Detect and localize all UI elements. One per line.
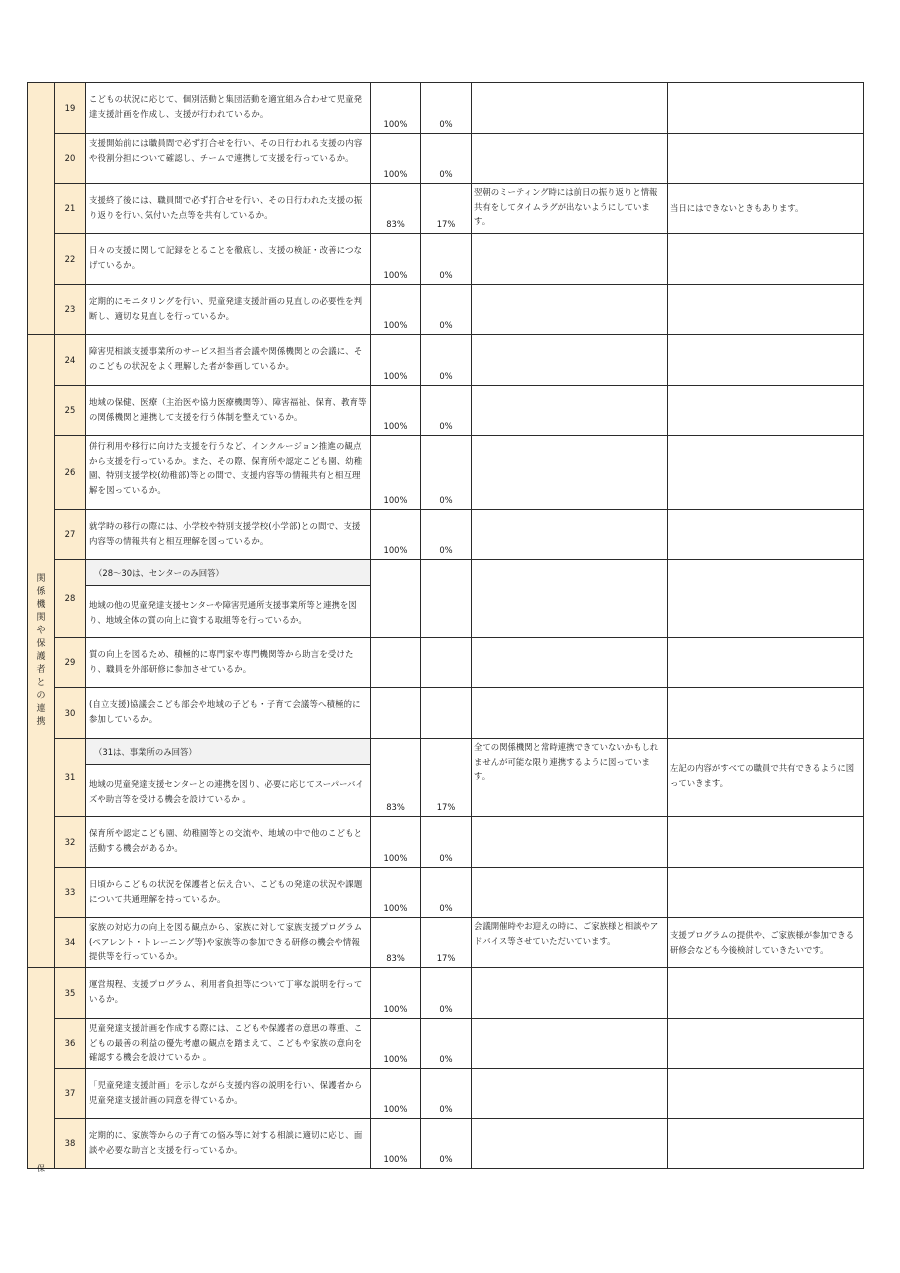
no-percent: 17% (421, 918, 472, 968)
no-percent: 0% (421, 968, 472, 1019)
no-percent: 0% (421, 1119, 472, 1169)
plan-comment (668, 134, 864, 184)
no-percent: 0% (421, 436, 472, 510)
item-number: 32 (55, 817, 86, 868)
item-number: 27 (55, 510, 86, 560)
self-evaluation-table (27, 82, 864, 1169)
question-text: 定期的に、家族等からの子育ての悩み等に対する相談に適切に応じ、面談や必要な助言と支援を行っているか。 (86, 1119, 371, 1169)
improvement-comment (472, 1019, 668, 1069)
plan-comment (668, 968, 864, 1019)
item-number: 20 (55, 134, 86, 184)
no-percent (421, 688, 472, 739)
no-percent: 0% (421, 817, 472, 868)
plan-comment (668, 817, 864, 868)
yes-percent: 100% (371, 83, 421, 134)
plan-comment (668, 436, 864, 510)
category-cell-hogosha (28, 968, 55, 1169)
question-text: こどもの状況に応じて、個別活動と集団活動を適宜組み合わせて児童発達支援計画を作成し、支援が行われているか。 (86, 83, 371, 134)
plan-comment: 当日にはできないときもあります。 (668, 184, 864, 234)
question-text: 「児童発達支援計画」を示しながら支援内容の説明を行い、保護者から児童発達支援計画の同意を得ているか。 (86, 1069, 371, 1119)
improvement-comment (472, 234, 668, 285)
question-cell (86, 560, 371, 638)
table-row (28, 285, 864, 335)
no-percent: 0% (421, 234, 472, 285)
improvement-comment (472, 386, 668, 436)
table-row (28, 510, 864, 560)
category-label: 関係機関や保護者との連携 (36, 574, 46, 727)
plan-comment (668, 560, 864, 638)
table-row (28, 184, 864, 234)
question-text: 地域の児童発達支援センターとの連携を図り、必要に応じてスーパーバイズや助言等を受ける機会を設けているか 。 (89, 779, 364, 804)
plan-comment (668, 386, 864, 436)
no-percent: 0% (421, 335, 472, 386)
item-number: 31 (55, 739, 86, 817)
improvement-comment (472, 868, 668, 918)
table-row (28, 1019, 864, 1069)
item-number: 37 (55, 1069, 86, 1119)
yes-percent: 100% (371, 134, 421, 184)
plan-comment (668, 868, 864, 918)
category-cell-support (28, 83, 55, 335)
item-number: 25 (55, 386, 86, 436)
question-text: 質の向上を図るため、積極的に専門家や専門機関等から助言を受けたり、職員を外部研修に参加させているか。 (86, 638, 371, 688)
plan-comment (668, 285, 864, 335)
table-row (28, 1119, 864, 1169)
table-row (28, 918, 864, 968)
question-text: 障害児相談支援事業所のサービス担当者会議や関係機関との会議に、そのこどもの状況をよく理解した者が参画しているか。 (86, 335, 371, 386)
improvement-comment: 会議開催時やお迎えの時に、ご家族様と相談やアドバイス等させていただいています。 (472, 918, 668, 968)
question-text: 日々の支援に関して記録をとることを徹底し、支援の検証・改善につなげているか。 (86, 234, 371, 285)
yes-percent: 100% (371, 868, 421, 918)
no-percent: 0% (421, 285, 472, 335)
yes-percent: 100% (371, 510, 421, 560)
question-text: 日頃からこどもの状況を保護者と伝え合い、こどもの発達の状況や課題について共通理解を持っているか。 (86, 868, 371, 918)
improvement-comment (472, 83, 668, 134)
no-percent: 17% (421, 739, 472, 817)
no-percent (421, 560, 472, 638)
table-row (28, 335, 864, 386)
plan-comment (668, 1119, 864, 1169)
yes-percent: 100% (371, 1019, 421, 1069)
improvement-comment (472, 638, 668, 688)
table-row (28, 688, 864, 739)
question-text: 児童発達支援計画を作成する際には、こどもや保護者の意思の尊重、こどもの最善の利益の優先考慮の観点を踏まえて、こどもや家族の意向を確認する機会を設けているか 。 (86, 1019, 371, 1069)
no-percent: 0% (421, 868, 472, 918)
yes-percent: 100% (371, 386, 421, 436)
plan-comment (668, 234, 864, 285)
improvement-comment (472, 560, 668, 638)
item-number: 26 (55, 436, 86, 510)
no-percent: 17% (421, 184, 472, 234)
item-number: 19 (55, 83, 86, 134)
no-percent: 0% (421, 134, 472, 184)
yes-percent (371, 560, 421, 638)
yes-percent: 100% (371, 234, 421, 285)
yes-percent: 100% (371, 1069, 421, 1119)
table-row (28, 386, 864, 436)
improvement-comment (472, 1119, 668, 1169)
plan-comment (668, 1019, 864, 1069)
category-cell-renkei (28, 335, 55, 968)
item-number: 35 (55, 968, 86, 1019)
item-number: 34 (55, 918, 86, 968)
question-text: 地域の他の児童発達支援センターや障害児通所支援事業所等と連携を図り、地域全体の質の向上に資する取組等を行っているか。 (89, 600, 357, 625)
improvement-comment (472, 968, 668, 1019)
plan-comment (668, 83, 864, 134)
item-number: 29 (55, 638, 86, 688)
no-percent: 0% (421, 386, 472, 436)
yes-percent: 100% (371, 335, 421, 386)
item-number: 23 (55, 285, 86, 335)
answer-scope-note: （31は、事業所のみ回答） (86, 739, 370, 765)
item-number: 22 (55, 234, 86, 285)
yes-percent: 100% (371, 817, 421, 868)
no-percent: 0% (421, 1069, 472, 1119)
item-number: 28 (55, 560, 86, 638)
question-text: 地域の保健、医療（主治医や協力医療機関等）、障害福祉、保育、教育等の関係機関と連携して支援を行う体制を整えているか。 (86, 386, 371, 436)
table-row (28, 638, 864, 688)
category-label-continued: 保 (37, 1164, 45, 1173)
question-text: 就学時の移行の際には、小学校や特別支援学校(小学部)との間で、支援内容等の情報共有と相互理解を図っているか。 (86, 510, 371, 560)
yes-percent (371, 688, 421, 739)
item-number: 38 (55, 1119, 86, 1169)
improvement-comment: 翌朝のミーティング時には前日の振り返りと情報共有をしてタイムラグが出ないようにしています。 (472, 184, 668, 234)
item-number: 30 (55, 688, 86, 739)
yes-percent: 83% (371, 918, 421, 968)
improvement-comment (472, 510, 668, 560)
improvement-comment: 全ての関係機関と常時連携できていないかもしれませんが可能な限り連携するように図っています。 (472, 739, 668, 817)
no-percent: 0% (421, 83, 472, 134)
table-row (28, 739, 864, 817)
table-row (28, 968, 864, 1019)
improvement-comment (472, 285, 668, 335)
yes-percent (371, 638, 421, 688)
question-text: 保育所や認定こども園、幼稚園等との交流や、地域の中で他のこどもと活動する機会があるか。 (86, 817, 371, 868)
table-row (28, 560, 864, 638)
no-percent (421, 638, 472, 688)
yes-percent: 100% (371, 1119, 421, 1169)
question-text: 定期的にモニタリングを行い、児童発達支援計画の見直しの必要性を判断し、適切な見直しを行っているか。 (86, 285, 371, 335)
yes-percent: 83% (371, 184, 421, 234)
plan-comment (668, 688, 864, 739)
answer-scope-note: （28～30は、センターのみ回答） (86, 560, 370, 586)
item-number: 36 (55, 1019, 86, 1069)
item-number: 33 (55, 868, 86, 918)
improvement-comment (472, 335, 668, 386)
question-text: 家族の対応力の向上を図る観点から、家族に対して家族支援プログラム(ペアレント・トレーニング等)や家族等の参加できる研修の機会や情報提供等を行っているか。 (86, 918, 371, 968)
improvement-comment (472, 436, 668, 510)
table-row (28, 868, 864, 918)
question-text: 支援終了後には、職員間で必ず打合せを行い、その日行われた支援の振り返りを行い､気付いた点等を共有しているか。 (86, 184, 371, 234)
question-text: 支援開始前には職員間で必ず打合せを行い、その日行われる支援の内容や役割分担について確認し、チームで連携して支援を行っているか。 (86, 134, 371, 184)
plan-comment: 左記の内容がすべての職員で共有できるように図っていきます。 (668, 739, 864, 817)
plan-comment (668, 335, 864, 386)
table-row (28, 134, 864, 184)
table-row (28, 234, 864, 285)
table-row (28, 817, 864, 868)
question-text: 併行利用や移行に向けた支援を行うなど、インクルージョン推進の観点から支援を行っているか。また、その際、保育所や認定こども園、幼稚園、特別支援学校(幼稚部)等との間で、支援内容等の情報共有と相互理解を図っているか。 (86, 436, 371, 510)
yes-percent: 100% (371, 285, 421, 335)
no-percent: 0% (421, 1019, 472, 1069)
plan-comment (668, 1069, 864, 1119)
question-cell (86, 739, 371, 817)
plan-comment: 支援プログラムの提供や、ご家族様が参加できる研修会なども今後検討していきたいです。 (668, 918, 864, 968)
improvement-comment (472, 134, 668, 184)
table-row (28, 436, 864, 510)
no-percent: 0% (421, 510, 472, 560)
plan-comment (668, 510, 864, 560)
yes-percent: 83% (371, 739, 421, 817)
yes-percent: 100% (371, 436, 421, 510)
yes-percent: 100% (371, 968, 421, 1019)
item-number: 24 (55, 335, 86, 386)
improvement-comment (472, 1069, 668, 1119)
question-text: 運営規程、支援プログラム、利用者負担等について丁寧な説明を行っているか。 (86, 968, 371, 1019)
improvement-comment (472, 688, 668, 739)
plan-comment (668, 638, 864, 688)
item-number: 21 (55, 184, 86, 234)
table-row (28, 83, 864, 134)
improvement-comment (472, 817, 668, 868)
table-row (28, 1069, 864, 1119)
question-text: (自立支援)協議会こども部会や地域の子ども・子育て会議等へ積極的に参加しているか。 (86, 688, 371, 739)
